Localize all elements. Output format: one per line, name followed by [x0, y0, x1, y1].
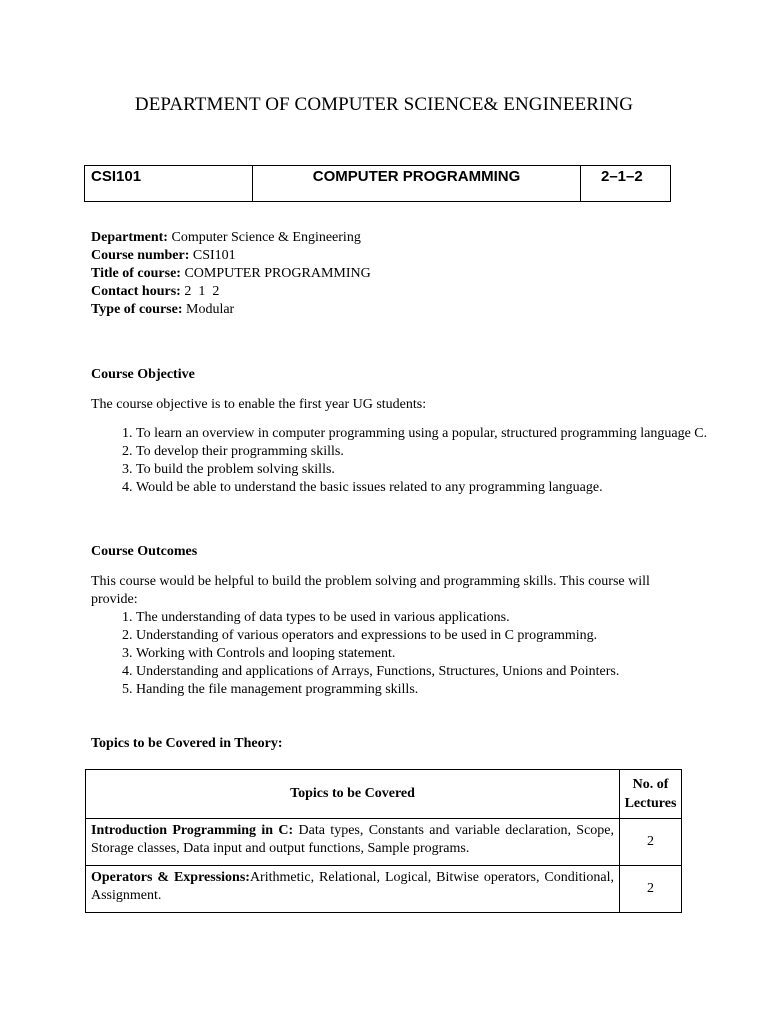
- list-item: 4. Would be able to understand the basic issues related to any programming language.: [136, 479, 736, 497]
- column-header-lectures: No. of Lectures: [620, 770, 682, 819]
- lecture-count-cell: 2: [620, 819, 682, 866]
- outcomes-list: [91, 609, 736, 699]
- outcomes-heading: Course Outcomes: [91, 544, 198, 559]
- column-header-topics: Topics to be Covered: [86, 770, 620, 819]
- course-code-cell: CSI101: [85, 166, 253, 202]
- objective-intro: The course objective is to enable the first year UG students:: [91, 397, 427, 412]
- objective-list: [91, 425, 736, 497]
- topics-table: [85, 769, 682, 913]
- course-header-table: [84, 165, 671, 202]
- course-name-cell: COMPUTER PROGRAMMING: [253, 166, 581, 202]
- course-info: [91, 229, 371, 319]
- list-item: 1. The understanding of data types to be used in various applications.: [136, 609, 736, 627]
- info-title: Title of course: COMPUTER PROGRAMMING: [91, 266, 371, 281]
- list-item: 4. Understanding and applications of Arrays, Functions, Structures, Unions and Pointers.: [136, 663, 736, 681]
- topic-cell: Introduction Programming in C: Data types, Constants and variable declaration, Scope, Storage classes, Data input and output functions, Sample programs.: [86, 819, 620, 866]
- objective-heading: Course Objective: [91, 367, 195, 382]
- list-item: 5. Handing the file management programming skills.: [136, 681, 736, 699]
- table-row: [86, 866, 682, 913]
- topic-cell: Operators & Expressions:Arithmetic, Relational, Logical, Bitwise operators, Conditional, Assignment.: [86, 866, 620, 913]
- list-item: 3. Working with Controls and looping statement.: [136, 645, 736, 663]
- outcomes-intro: This course would be helpful to build the problem solving and programming skills. This course will provide:: [91, 574, 650, 607]
- info-department: Department: Computer Science & Engineering: [91, 230, 361, 245]
- list-item: 2. Understanding of various operators and expressions to be used in C programming.: [136, 627, 736, 645]
- lecture-count-cell: 2: [620, 866, 682, 913]
- list-item: 2. To develop their programming skills.: [136, 443, 736, 461]
- info-type: Type of course: Modular: [91, 302, 235, 317]
- list-item: 3. To build the problem solving skills.: [136, 461, 736, 479]
- info-contact-hours: Contact hours: 2 1 2: [91, 284, 220, 299]
- page-title: DEPARTMENT OF COMPUTER SCIENCE& ENGINEERING: [134, 94, 634, 115]
- list-item: 1. To learn an overview in computer programming using a popular, structured programming language C.: [136, 425, 736, 443]
- course-ltp-cell: 2–1–2: [581, 166, 671, 202]
- info-course-number: Course number: CSI101: [91, 248, 236, 263]
- table-row: [86, 819, 682, 866]
- table-header-row: [86, 770, 682, 819]
- topics-heading: Topics to be Covered in Theory:: [91, 736, 283, 751]
